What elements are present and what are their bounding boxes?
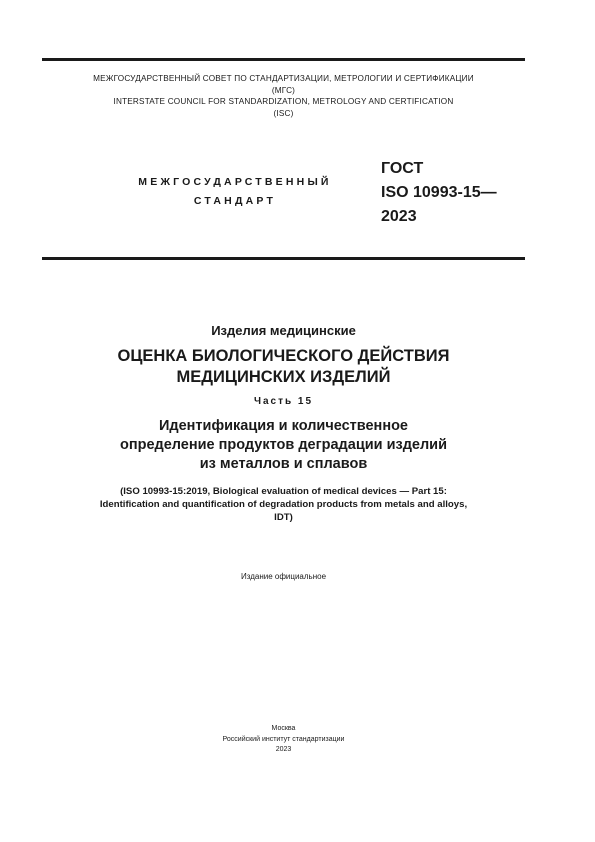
standard-type-line1: МЕЖГОСУДАРСТВЕННЫЙ bbox=[138, 176, 332, 188]
title-group: Изделия медицинские bbox=[211, 323, 356, 338]
council-name-ru: МЕЖГОСУДАРСТВЕННЫЙ СОВЕТ ПО СТАНДАРТИЗАЦИИ, МЕТРОЛОГИИ И СЕРТИФИКАЦИИ bbox=[93, 74, 474, 83]
top-rule bbox=[42, 58, 525, 61]
standard-designation bbox=[381, 157, 497, 229]
imprint bbox=[42, 724, 525, 756]
title-main-line2: МЕДИЦИНСКИХ ИЗДЕЛИЙ bbox=[176, 368, 391, 386]
title-main bbox=[42, 346, 525, 388]
title-block bbox=[42, 322, 525, 524]
iso-reference-line3: IDT) bbox=[274, 512, 293, 523]
council-header bbox=[42, 73, 525, 119]
imprint-year: 2023 bbox=[275, 746, 292, 753]
iso-reference-line2: Identification and quantification of degradation products from metals and alloys, bbox=[99, 499, 468, 510]
standard-type-line2: СТАНДАРТ bbox=[193, 195, 277, 207]
council-abbr-en: (ISC) bbox=[273, 108, 294, 118]
standard-type bbox=[95, 173, 375, 211]
designation-number: ISO 10993-15— bbox=[381, 184, 497, 201]
council-name-en: INTERSTATE COUNCIL FOR STANDARDIZATION, METROLOGY AND CERTIFICATION bbox=[113, 97, 454, 106]
title-subtitle bbox=[42, 417, 525, 474]
council-abbr-ru: (МГС) bbox=[271, 85, 296, 95]
title-main-line1: ОЦЕНКА БИОЛОГИЧЕСКОГО ДЕЙСТВИЯ bbox=[117, 347, 450, 365]
title-part: Часть 15 bbox=[253, 396, 314, 407]
imprint-publisher: Российский институт стандартизации bbox=[222, 735, 345, 743]
edition-note: Издание официальное bbox=[240, 572, 327, 581]
bottom-rule bbox=[42, 257, 525, 260]
iso-reference bbox=[42, 485, 525, 524]
title-sub-line2: определение продуктов деградации изделий bbox=[119, 437, 448, 453]
designation-year: 2023 bbox=[381, 208, 417, 225]
designation-gost: ГОСТ bbox=[381, 160, 424, 177]
iso-reference-line1: (ISO 10993-15:2019, Biological evaluation of medical devices — Part 15: bbox=[120, 486, 447, 497]
title-sub-line3: из металлов и сплавов bbox=[199, 456, 368, 472]
title-sub-line1: Идентификация и количественное bbox=[158, 418, 408, 434]
imprint-city: Москва bbox=[271, 725, 296, 732]
